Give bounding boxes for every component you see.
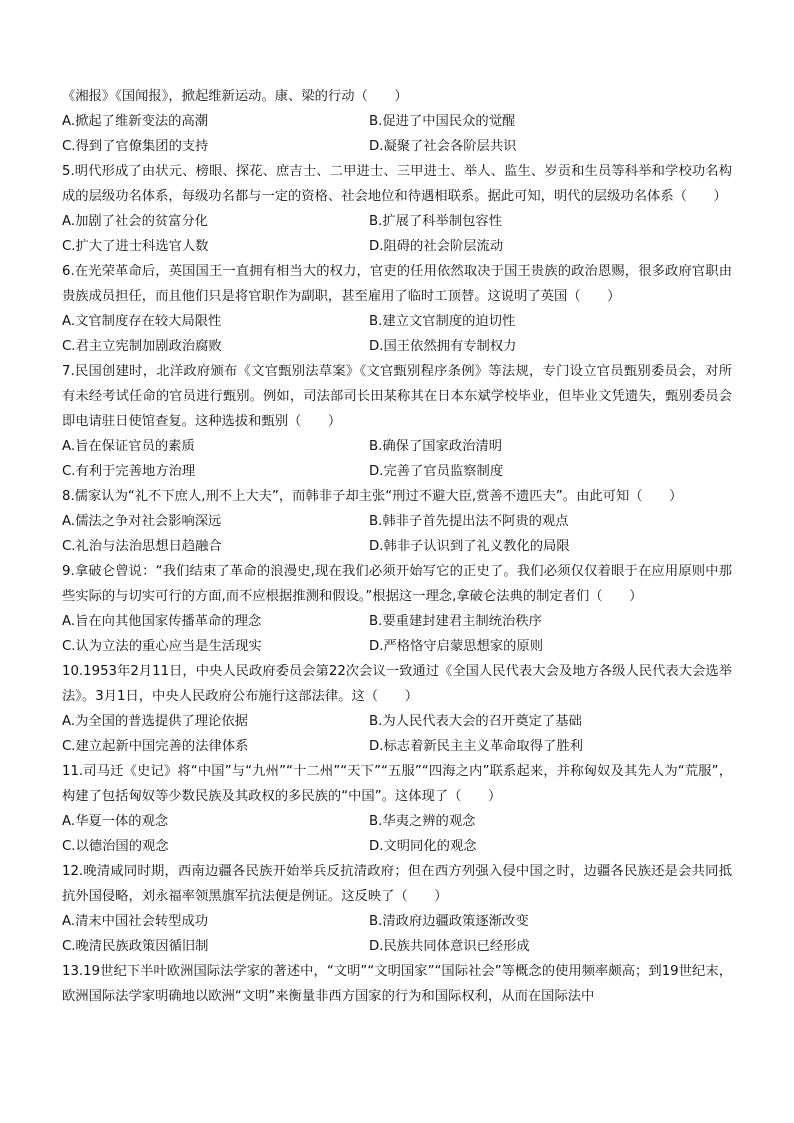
question-stem: 5.明代形成了由状元、榜眼、探花、庶吉士、二甲进士、三甲进士、举人、监生、岁贡和生员等科举和学校功名构成的层级功名体系，每级功名都与一定的资格、社会地位和待遇相联系。据此可知，明代的层级功名体系（ ）	[62, 164, 732, 204]
question-stem: 7.民国创建时，北洋政府颁布《文官甄别法草案》《文官甄别程序条例》等法规，专门设立官员甄别委员会，对所有未经考试任命的官员进行甄别。例如，司法部司长田某称其在日本东斌学校毕业，但毕业文凭遗失，甄别委员会即电请驻日使馆查复。这种选拔和甄别（ ）	[62, 364, 732, 429]
question-stem: 12.晚清咸同时期，西南边疆各民族开始举兵反抗清政府；但在西方列强入侵中国之时，边疆各民族还是会共同抵抗外国侵略，刘永福率领黑旗军抗法便是例证。这反映了（ ）	[62, 864, 732, 904]
option-b: B.建立文官制度的迫切性	[369, 314, 516, 329]
option-a: A.儒法之争对社会影响深远	[62, 514, 222, 529]
question-options	[62, 909, 732, 959]
option-c: C.建立起新中国完善的法律体系	[62, 739, 249, 754]
question-4-continued	[62, 84, 732, 109]
option-c: C.君主立宪制加剧政治腐败	[62, 339, 222, 354]
question-9	[62, 559, 732, 609]
option-d: D.韩非子认识到了礼义教化的局限	[369, 539, 570, 554]
option-c: C.晚清民族政策因循旧制	[62, 939, 209, 954]
question-options	[62, 434, 732, 484]
option-c: C.礼治与法治思想日趋融合	[62, 539, 222, 554]
option-b: B.华夷之辨的观念	[369, 814, 476, 829]
option-b: B.促进了中国民众的觉醒	[369, 114, 516, 129]
question-options	[62, 309, 732, 359]
option-c: C.以德治国的观念	[62, 839, 169, 854]
option-a: A.掀起了维新变法的高潮	[62, 114, 209, 129]
option-d: D.凝聚了社会各阶层共识	[369, 139, 517, 154]
exam-page	[62, 84, 732, 1009]
option-c: C.扩大了进士科选官人数	[62, 239, 209, 254]
option-c: C.认为立法的重心应当是生活现实	[62, 639, 262, 654]
question-7	[62, 359, 732, 434]
question-11	[62, 759, 732, 809]
option-d: D.严格恪守启蒙思想家的原则	[369, 639, 544, 654]
question-options	[62, 109, 732, 159]
option-d: D.完善了官员监察制度	[369, 464, 504, 479]
option-d: D.民族共同体意识已经形成	[369, 939, 530, 954]
option-d: D.国王依然拥有专制权力	[369, 339, 517, 354]
question-stem: 9.拿破仑曾说：“我们结束了革命的浪漫史,现在我们必须开始写它的正史了。我们必须仅仅着眼于在应用原则中那些实际的与切实可行的方面,而不应根据推测和假设。”根据这一理念,拿破仑法典的制定者们（ ）	[62, 564, 732, 604]
question-stem: 《湘报》《国闻报》，掀起维新运动。康、梁的行动（ ）	[62, 89, 408, 104]
option-a: A.加剧了社会的贫富分化	[62, 214, 209, 229]
option-d: D.文明同化的观念	[369, 839, 477, 854]
question-12	[62, 859, 732, 909]
option-b: B.为人民代表大会的召开奠定了基础	[369, 714, 582, 729]
question-options	[62, 209, 732, 259]
question-stem: 6.在光荣革命后，英国国王一直拥有相当大的权力，官吏的任用依然取决于国王贵族的政治恩赐，很多政府官职由贵族成员担任，而且他们只是将官职作为副职，甚至雇用了临时工顶替。这说明了英国（ ）	[62, 264, 732, 304]
question-options	[62, 709, 732, 759]
option-b: B.韩非子首先提出法不阿贵的观点	[369, 514, 569, 529]
option-a: A.旨在保证官员的素质	[62, 439, 195, 454]
option-b: B.清政府边疆政策逐渐改变	[369, 914, 529, 929]
option-c: C.有利于完善地方治理	[62, 464, 196, 479]
question-options	[62, 609, 732, 659]
question-stem: 10.1953年2月11日，中央人民政府委员会第22次会议一致通过《全国人民代表大会及地方各级人民代表大会选举法》。3月1日，中央人民政府公布施行这部法律。这（ ）	[62, 664, 732, 704]
option-b: B.要重建封建君主制统治秩序	[369, 614, 542, 629]
option-a: A.华夏一体的观念	[62, 814, 169, 829]
option-a: A.文官制度存在较大局限性	[62, 314, 222, 329]
question-options	[62, 509, 732, 559]
option-d: D.阻碍的社会阶层流动	[369, 239, 504, 254]
question-stem: 8.儒家认为“礼不下庶人,刑不上大夫”，而韩非子却主张“刑过不避大臣,赏善不遗匹夫”。由此可知（ ）	[62, 489, 683, 504]
question-8	[62, 484, 732, 509]
question-stem: 13.19世纪下半叶欧洲国际法学家的著述中，“文明”“文明国家”“国际社会”等概念的使用频率颇高；到19世纪末，欧洲国际法学家明确地以欧洲“文明”来衡量非西方国家的行为和国际权利，从而在国际法中	[62, 964, 732, 1004]
option-b: B.扩展了科举制包容性	[369, 214, 503, 229]
option-a: A.旨在向其他国家传播革命的理念	[62, 614, 262, 629]
question-5	[62, 159, 732, 209]
option-b: B.确保了国家政治清明	[369, 439, 503, 454]
question-13	[62, 959, 732, 1009]
option-c: C.得到了官僚集团的支持	[62, 139, 209, 154]
option-a: A.为全国的普选提供了理论依据	[62, 714, 248, 729]
option-d: D.标志着新民主主义革命取得了胜利	[369, 739, 583, 754]
question-stem: 11.司马迁《史记》将“中国”与“九州”“十二州”“天下”“五服”“四海之内”联系起来，并称匈奴及其先人为“荒服”，构建了包括匈奴等少数民族及其政权的多民族的“中国”。这体现了（ ）	[62, 764, 732, 804]
option-a: A.清末中国社会转型成功	[62, 914, 209, 929]
question-options	[62, 809, 732, 859]
question-6	[62, 259, 732, 309]
question-10	[62, 659, 732, 709]
